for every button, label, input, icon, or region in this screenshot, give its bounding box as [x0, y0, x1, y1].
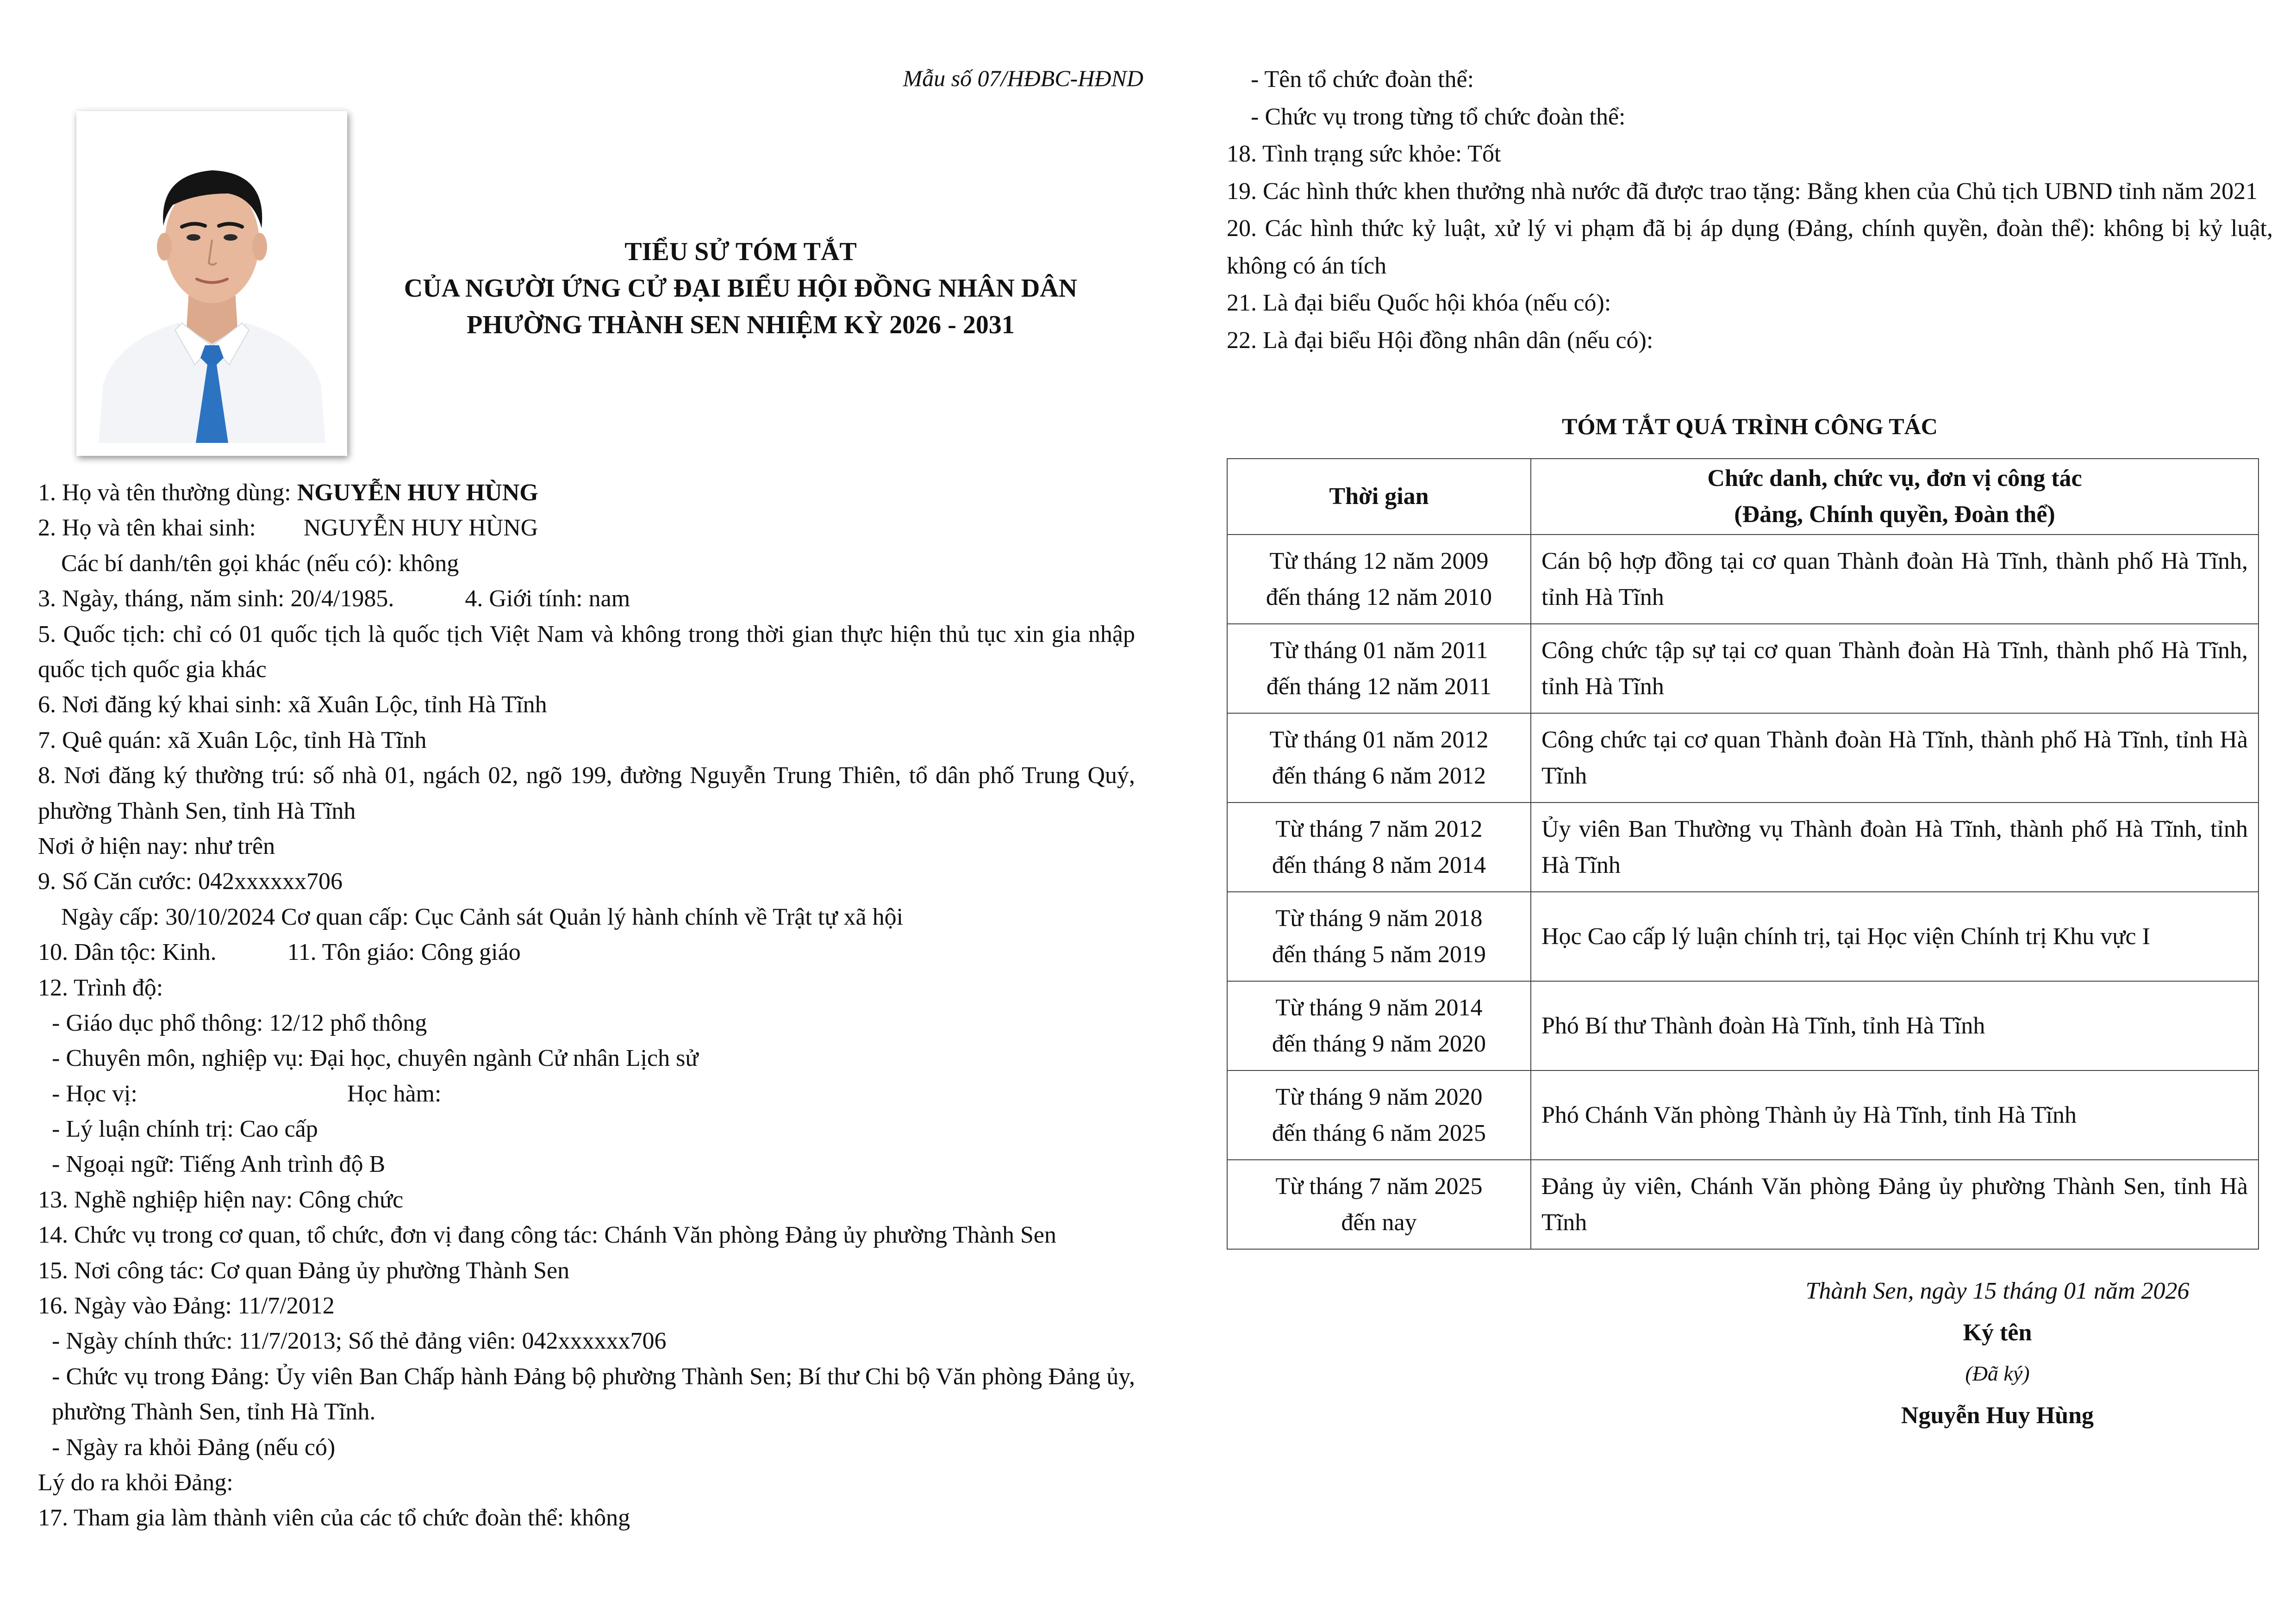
- time-to: đến tháng 12 năm 2010: [1266, 584, 1492, 610]
- time-from: Từ tháng 9 năm 2018: [1275, 905, 1483, 932]
- header-role-line-1: Chức danh, chức vụ, đơn vị công tác: [1707, 465, 2082, 492]
- time-from: Từ tháng 01 năm 2012: [1269, 726, 1489, 753]
- workplace: 15. Nơi công tác: Cơ quan Đảng ủy phường Thành Sen: [38, 1257, 570, 1284]
- hometown: 7. Quê quán: xã Xuân Lộc, tỉnh Hà Tĩnh: [38, 727, 427, 753]
- party-leave-reason: Lý do ra khỏi Đảng:: [38, 1469, 233, 1496]
- biography-details-continued: [1227, 61, 2273, 359]
- permanent-residence: 8. Nơi đăng ký thường trú: số nhà 01, ngách 02, ngõ 199, đường Nguyễn Trung Thiên, tổ dân phố Trung Quý, phường Thành Sen, tỉnh Hà Tĩnh: [38, 762, 1135, 824]
- nationality: 5. Quốc tịch: chỉ có 01 quốc tịch là quốc tịch Việt Nam và không trong thời gian thực hiện thủ tục xin gia nhập quốc tịch quốc gia khác: [38, 621, 1135, 683]
- table-row: [1227, 803, 2259, 892]
- birth-name-line: [38, 510, 1135, 546]
- organization-membership: 17. Tham gia làm thành viên của các tổ chức đoàn thể: không: [38, 1505, 630, 1531]
- document-title: [370, 234, 1111, 343]
- birth-date-gender-line: [38, 581, 1135, 616]
- gender: 4. Giới tính: nam: [465, 585, 630, 612]
- organization-name: - Tên tổ chức đoàn thể:: [1251, 66, 1474, 93]
- common-name-value: NGUYỄN HUY HÙNG: [297, 479, 538, 506]
- time-cell: [1227, 1070, 1531, 1160]
- time-from: Từ tháng 7 năm 2012: [1275, 815, 1483, 842]
- time-from: Từ tháng 12 năm 2009: [1269, 548, 1489, 574]
- title-line-2: CỦA NGƯỜI ỨNG CỬ ĐẠI BIỂU HỘI ĐỒNG NHÂN DÂN: [404, 274, 1078, 303]
- role-cell: Phó Bí thư Thành đoàn Hà Tĩnh, tỉnh Hà Tĩnh: [1531, 981, 2259, 1070]
- party-join-date: 16. Ngày vào Đảng: 11/7/2012: [38, 1293, 335, 1319]
- work-history-table: [1227, 458, 2259, 1250]
- time-cell: [1227, 1160, 1531, 1249]
- work-history-header-row: [1227, 459, 2259, 535]
- awards: 19. Các hình thức khen thưởng nhà nước đã được trao tặng: Bằng khen của Chủ tịch UBND tỉnh năm 2021: [1227, 178, 2258, 205]
- table-row: [1227, 1070, 2259, 1160]
- time-to: đến tháng 12 năm 2011: [1266, 673, 1492, 700]
- role-cell: Cán bộ hợp đồng tại cơ quan Thành đoàn Hà Tĩnh, thành phố Hà Tĩnh, tỉnh Hà Tĩnh: [1531, 535, 2259, 624]
- role-cell: Công chức tại cơ quan Thành đoàn Hà Tĩnh, thành phố Hà Tĩnh, tỉnh Hà Tĩnh: [1531, 713, 2259, 803]
- current-occupation: 13. Nghề nghiệp hiện nay: Công chức: [38, 1186, 404, 1213]
- signed-note: (Đã ký): [1965, 1362, 2030, 1385]
- table-row: [1227, 624, 2259, 713]
- religion: 11. Tôn giáo: Công giáo: [287, 939, 521, 966]
- disciplinary-record: 20. Các hình thức kỷ luật, xử lý vi phạm đã bị áp dụng (Đảng, chính quyền, đoàn thể): không bị kỷ luật, không có án tích: [1227, 215, 2273, 279]
- birth-date: 3. Ngày, tháng, năm sinh: 20/4/1985.: [38, 585, 394, 612]
- party-official-date: - Ngày chính thức: 11/7/2013; Số thẻ đảng viên: 042xxxxxx706: [52, 1328, 667, 1355]
- time-cell: [1227, 892, 1531, 981]
- ethnicity: 10. Dân tộc: Kinh.: [38, 939, 217, 966]
- organization-position: - Chức vụ trong từng tổ chức đoàn thể:: [1251, 103, 1626, 130]
- header-role: [1531, 459, 2259, 535]
- portrait-photo-icon: [89, 124, 334, 443]
- foreign-language: - Ngoại ngữ: Tiếng Anh trình độ B: [52, 1151, 386, 1178]
- role-cell: Công chức tập sự tại cơ quan Thành đoàn Hà Tĩnh, thành phố Hà Tĩnh, tỉnh Hà Tĩnh: [1531, 624, 2259, 713]
- time-to: đến tháng 8 năm 2014: [1272, 852, 1486, 878]
- general-education: - Giáo dục phổ thông: 12/12 phổ thông: [52, 1009, 427, 1036]
- academic-degree: - Học vị:: [52, 1080, 137, 1107]
- time-cell: [1227, 535, 1531, 624]
- role-cell: Phó Chánh Văn phòng Thành ủy Hà Tĩnh, tỉnh Hà Tĩnh: [1531, 1070, 2259, 1160]
- common-name-line: [38, 475, 1135, 510]
- id-issue-info: Ngày cấp: 30/10/2024 Cơ quan cấp: Cục Cảnh sát Quản lý hành chính về Trật tự xã hội: [61, 903, 904, 930]
- title-line-1: TIỂU SỬ TÓM TẮT: [624, 237, 857, 266]
- role-cell: Đảng ủy viên, Chánh Văn phòng Đảng ủy phường Thành Sen, tỉnh Hà Tĩnh: [1531, 1160, 2259, 1249]
- work-history-title: TÓM TẮT QUÁ TRÌNH CÔNG TÁC: [1562, 413, 1938, 439]
- time-from: Từ tháng 7 năm 2025: [1275, 1173, 1483, 1200]
- time-from: Từ tháng 9 năm 2020: [1275, 1083, 1483, 1110]
- header-role-line-2: (Đảng, Chính quyền, Đoàn thể): [1734, 501, 2055, 528]
- common-name-label: 1. Họ và tên thường dùng:: [38, 479, 291, 506]
- table-row: [1227, 713, 2259, 803]
- role-cell: Học Cao cấp lý luận chính trị, tại Học viện Chính trị Khu vực I: [1531, 892, 2259, 981]
- party-leave-date: - Ngày ra khỏi Đảng (nếu có): [52, 1434, 336, 1461]
- portrait-photo: [76, 111, 347, 456]
- national-assembly-delegate: 21. Là đại biểu Quốc hội khóa (nếu có):: [1227, 290, 1611, 316]
- table-row: [1227, 1160, 2259, 1249]
- table-row: [1227, 535, 2259, 624]
- party-position: - Chức vụ trong Đảng: Ủy viên Ban Chấp hành Đảng bộ phường Thành Sen; Bí thư Chi bộ Văn phòng Đảng ủy, phường Thành Sen, tỉnh Hà Tĩnh.: [52, 1363, 1135, 1425]
- time-to: đến tháng 6 năm 2012: [1272, 762, 1486, 789]
- header-time: Thời gian: [1227, 459, 1531, 535]
- time-cell: [1227, 624, 1531, 713]
- role-cell: Ủy viên Ban Thường vụ Thành đoàn Hà Tĩnh, thành phố Hà Tĩnh, tỉnh Hà Tĩnh: [1531, 803, 2259, 892]
- birth-name-label: 2. Họ và tên khai sinh:: [38, 515, 256, 541]
- health-status: 18. Tình trạng sức khỏe: Tốt: [1227, 141, 1501, 167]
- table-row: [1227, 892, 2259, 981]
- place-date: Thành Sen, ngày 15 tháng 01 năm 2026: [1805, 1278, 2190, 1304]
- political-theory: - Lý luận chính trị: Cao cấp: [52, 1116, 318, 1143]
- academic-title: Học hàm:: [347, 1080, 442, 1107]
- id-number: 9. Số Căn cước: 042xxxxxx706: [38, 868, 343, 895]
- time-cell: [1227, 803, 1531, 892]
- time-from: Từ tháng 9 năm 2014: [1275, 994, 1483, 1021]
- birth-registration-place: 6. Nơi đăng ký khai sinh: xã Xuân Lộc, tỉnh Hà Tĩnh: [38, 691, 547, 718]
- title-line-3: PHƯỜNG THÀNH SEN NHIỆM KỲ 2026 - 2031: [467, 311, 1015, 339]
- time-cell: [1227, 713, 1531, 803]
- ethnicity-religion-line: [38, 935, 1135, 970]
- signer-name: Nguyễn Huy Hùng: [1901, 1402, 2094, 1429]
- signature-label: Ký tên: [1963, 1319, 2032, 1346]
- academic-degree-line: [38, 1076, 1135, 1112]
- current-residence: Nơi ở hiện nay: như trên: [38, 833, 275, 859]
- time-to: đến nay: [1341, 1209, 1417, 1236]
- biography-details: [38, 475, 1135, 1536]
- peoples-council-delegate: 22. Là đại biểu Hội đồng nhân dân (nếu có):: [1227, 327, 1653, 354]
- education-heading: 12. Trình độ:: [38, 974, 163, 1001]
- signature-block: [1713, 1270, 2282, 1438]
- table-row: [1227, 981, 2259, 1070]
- current-position: 14. Chức vụ trong cơ quan, tổ chức, đơn vị đang công tác: Chánh Văn phòng Đảng ủy phường Thành Sen: [38, 1222, 1056, 1249]
- form-code: Mẫu số 07/HĐBC-HĐND: [903, 65, 1143, 91]
- time-to: đến tháng 9 năm 2020: [1272, 1030, 1486, 1057]
- aliases-line: Các bí danh/tên gọi khác (nếu có): không: [61, 550, 459, 577]
- birth-name-value: NGUYỄN HUY HÙNG: [303, 515, 538, 541]
- time-to: đến tháng 6 năm 2025: [1272, 1120, 1486, 1146]
- professional-degree: - Chuyên môn, nghiệp vụ: Đại học, chuyên ngành Cử nhân Lịch sử: [52, 1045, 699, 1072]
- time-to: đến tháng 5 năm 2019: [1272, 941, 1486, 968]
- time-from: Từ tháng 01 năm 2011: [1270, 637, 1488, 664]
- time-cell: [1227, 981, 1531, 1070]
